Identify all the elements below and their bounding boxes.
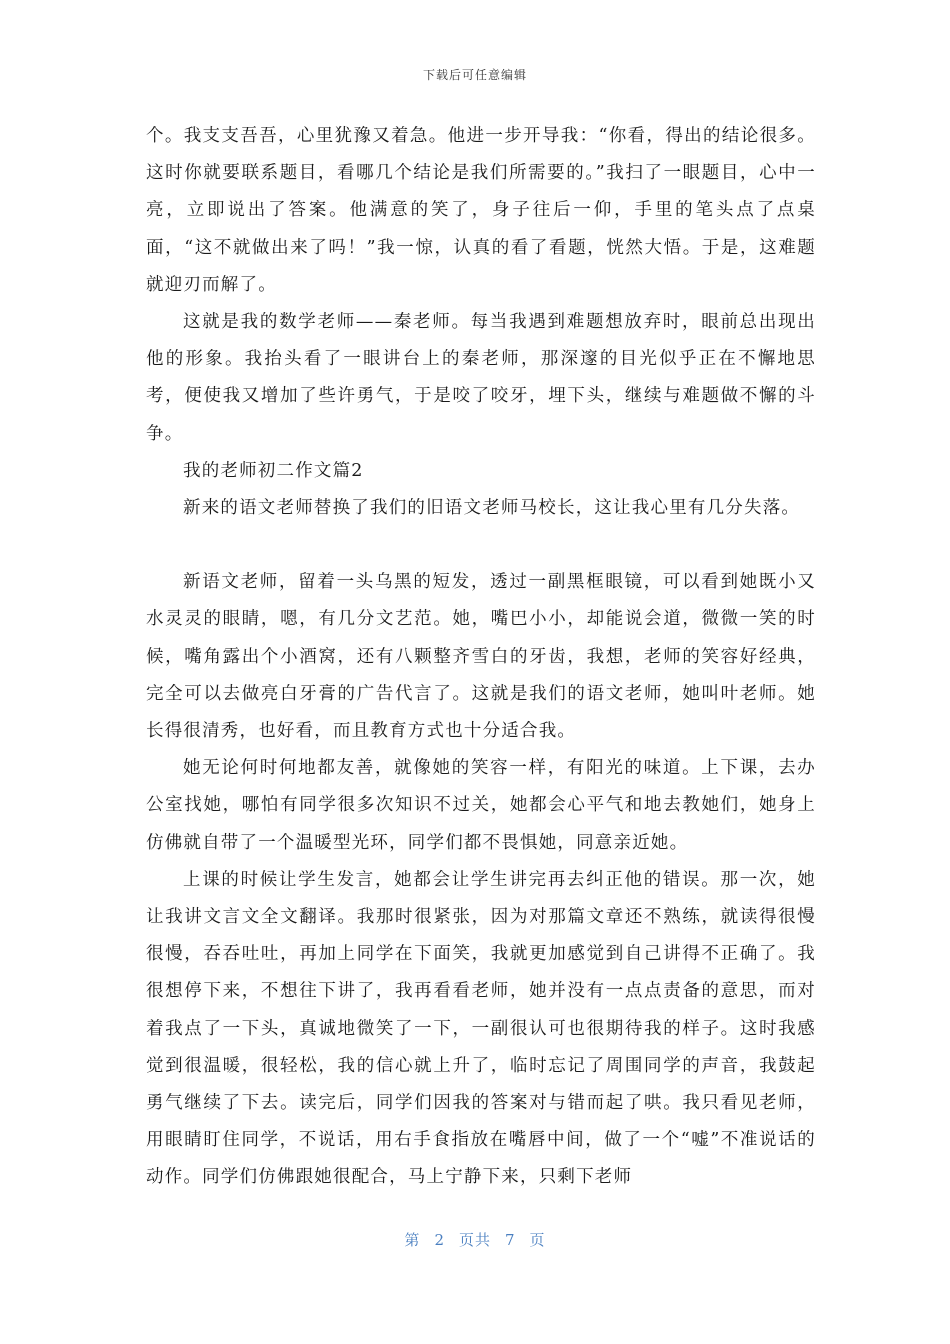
page-header: 下载后可任意编辑 (422, 68, 527, 82)
blank-line (146, 527, 816, 564)
paragraph-2: 这就是我的数学老师——秦老师。每当我遇到难题想放弃时，眼前总出现出他的形象。我抬头看了一眼讲台上的秦老师，那深邃的目光似乎正在不懈地思考，便使我又增加了些许勇气，于是咬了咬牙，埋下头，继续与难题做不懈的斗争。 (146, 312, 816, 444)
section-heading: 我的老师初二作文篇2 (183, 460, 364, 481)
body-text (146, 118, 816, 1197)
footer-di: 第 (404, 1231, 421, 1249)
paragraph-4: 新语文老师，留着一头乌黑的短发，透过一副黑框眼镜，可以看到她既小又水灵灵的眼睛，嗯，有几分文艺范。她，嘴巴小小，却能说会道，微微一笑的时候，嘴角露出个小酒窝，还有八颗整齐雪白的牙齿，我想，老师的笑容好经典，完全可以去做亮白牙膏的广告代言了。这就是我们的语文老师，她叫叶老师。她长得很清秀，也好看，而且教育方式也十分适合我。 (146, 572, 816, 742)
paragraph-1: 个。我支支吾吾，心里犹豫又着急。他进一步开导我：“你看，得出的结论很多。这时你就要联系题目，看哪几个结论是我们所需要的。”我扫了一眼题目，心中一亮，立即说出了答案。他满意的笑了，身子往后一仰，手里的笔头点了点桌面，“这不就做出来了吗！”我一惊，认真的看了看题，恍然大悟。于是，这难题就迎刃而解了。 (146, 126, 816, 295)
paragraph-3: 新来的语文老师替换了我们的旧语文老师马校长，这让我心里有几分失落。 (183, 498, 801, 519)
paragraph-6: 上课的时候让学生发言，她都会让学生讲完再去纠正他的错误。那一次，她让我讲文言文全文翻译。我那时很紧张，因为对那篇文章还不熟练，就读得很慢很慢，吞吞吐吐，再加上同学在下面笑，我就更加感觉到自己讲得不正确了。我很想停下来，不想往下讲了，我再看看老师，她并没有一点点责备的意思，而对着我点了一下头，真诚地微笑了一下，一副很认可也很期待我的样子。这时我感觉到很温暖，很轻松，我的信心就上升了，临时忘记了周围同学的声音，我鼓起勇气继续了下去。读完后，同学们因我的答案对与错而起了哄。我只看见老师，用眼睛盯住同学，不说话，用右手食指放在嘴唇中间，做了一个“嘘”不准说话的动作。同学们仿佛跟她很配合，马上宁静下来，只剩下老师 (146, 869, 816, 1188)
page-footer (0, 1229, 950, 1250)
footer-ye-gong: 页共 (458, 1231, 491, 1249)
footer-page-number: 2 (434, 1231, 445, 1249)
paragraph-5: 她无论何时何地都友善，就像她的笑容一样，有阳光的味道。上下课，去办公室找她，哪怕有同学很多次知识不过关，她都会心平气和地去教她们，她身上仿佛就自带了一个温暖型光环，同学们都不畏惧她，同意亲近她。 (146, 758, 816, 853)
footer-total-pages: 7 (505, 1231, 516, 1249)
footer-ye: 页 (529, 1231, 546, 1249)
